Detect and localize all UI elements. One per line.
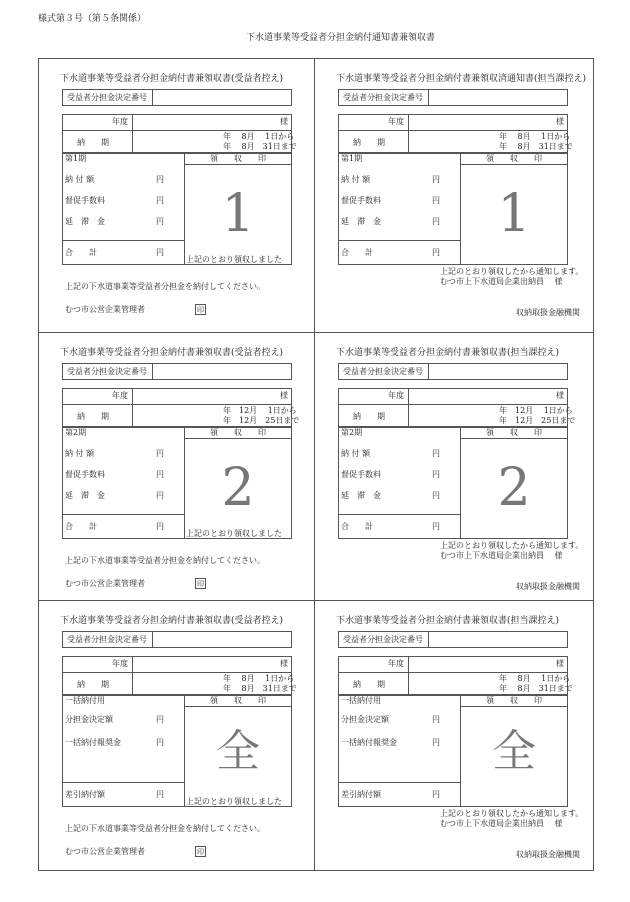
- right-s1-period-from: 年 8月 1日から: [499, 132, 571, 141]
- left-s1-late-fee-label: 延 滞 金: [65, 217, 105, 226]
- right-s1-addressee-sama: 様: [556, 117, 564, 126]
- right-s3-reward-yen: 円: [432, 738, 440, 747]
- right-s2-receipt-stamp-label: 領 収 印: [486, 428, 542, 437]
- left-s1-decision-number-label: 受益者分担金決定番号: [67, 93, 147, 102]
- right-s3-addressee-sama: 様: [556, 659, 564, 668]
- left-s2-seal-box: 印: [197, 580, 204, 588]
- left-s3-year-label-divider: [132, 656, 133, 695]
- right-s2-year-label-divider: [408, 388, 409, 427]
- document-title: 下水道事業等受益者分担金納付通知書兼領収書: [246, 33, 436, 43]
- right-s2-decision-number-label: 受益者分担金決定番号: [343, 367, 423, 376]
- right-s3-installment-label: 一括納付用: [341, 696, 381, 705]
- right-s2-addressee-sama: 様: [556, 391, 564, 400]
- left-s3-receipt-header-line: [184, 706, 292, 707]
- left-s3-net-row-line: [62, 782, 184, 783]
- left-s2-addressee-sama: 様: [280, 391, 288, 400]
- right-s1-decision-number-label: 受益者分担金決定番号: [343, 93, 423, 102]
- right-s2-period-from: 年 12月 1日から: [499, 406, 573, 415]
- left-s2-period-label: 納 期: [77, 412, 109, 421]
- right-s1-notice-received-text: 上記のとおり領収したから通知します。: [440, 267, 584, 276]
- right-s2-year-row-divider: [338, 404, 568, 405]
- left-s2-receipt-header-line: [184, 438, 292, 439]
- left-s3-seal-box: 印: [197, 848, 204, 856]
- left-s1-receipt-stamp-label: 領 収 印: [210, 154, 266, 163]
- left-s1-manager-label: むつ市公営企業管理者: [65, 305, 145, 314]
- left-s1-addressee-sama: 様: [280, 117, 288, 126]
- right-s1-period-to: 年 8月 31日まで: [499, 142, 573, 151]
- right-s3-decided-amount-yen: 円: [432, 715, 440, 724]
- left-s1-late-fee-yen: 円: [156, 217, 164, 226]
- left-s2-decision-number-label: 受益者分担金決定番号: [67, 367, 147, 376]
- right-s3-title: 下水道事業等受益者分担金納付書兼領収書(担当課控え): [336, 616, 560, 626]
- left-s3-decided-amount-yen: 円: [156, 715, 164, 724]
- right-s3-receipt-header-line: [460, 706, 568, 707]
- right-s3-reward-label: 一括納付報奨金: [341, 738, 397, 747]
- right-s2-reminder-fee-label: 督促手数料: [341, 470, 381, 479]
- right-s2-total-yen: 円: [432, 522, 440, 531]
- form-label: 様式第３号（第５条関係）: [38, 14, 147, 24]
- right-s2-cashier-text: むつ市上下水道局企業出納員 様: [440, 551, 563, 560]
- left-s3-receipt-stamp-label: 領 収 印: [210, 696, 266, 705]
- right-s1-late-fee-yen: 円: [432, 217, 440, 226]
- left-s1-total-row-line: [62, 240, 184, 241]
- right-s3-decision-number-label: 受益者分担金決定番号: [343, 635, 423, 644]
- right-s2-year-label: 年度: [388, 391, 404, 400]
- left-s2-installment-number-mark: 2: [221, 458, 255, 518]
- left-s2-payment-amount-label: 納 付 額: [65, 449, 95, 458]
- right-s3-bank-label: 収納取扱金融機関: [516, 850, 580, 859]
- left-s2-title: 下水道事業等受益者分担金納付書兼領収書(受益者控え): [60, 348, 284, 358]
- right-s1-bank-label: 収納取扱金融機関: [516, 308, 580, 317]
- right-s1-year-row-divider: [338, 130, 568, 131]
- right-s2-total-row-line: [338, 514, 460, 515]
- left-s1-title: 下水道事業等受益者分担金納付書兼領収書(受益者控え): [60, 74, 284, 84]
- left-s3-period-from: 年 8月 1日から: [223, 674, 295, 683]
- right-s1-year-label-divider: [408, 114, 409, 153]
- right-s1-receipt-header-line: [460, 164, 568, 165]
- left-s3-net-label: 差引納付額: [65, 790, 105, 799]
- left-s1-installment-number-mark: 1: [221, 184, 255, 244]
- right-s1-period-label: 納 期: [353, 138, 385, 147]
- right-s3-year-row-divider: [338, 672, 568, 673]
- left-s1-total-yen: 円: [156, 248, 164, 257]
- left-s3-received-text: 上記のとおり領収しました: [186, 797, 282, 806]
- right-s3-period-label: 納 期: [353, 680, 385, 689]
- right-s1-decision-number-divider: [428, 89, 429, 106]
- left-s1-payment-amount-label: 納 付 額: [65, 175, 95, 184]
- left-s2-year-label-divider: [132, 388, 133, 427]
- right-s2-period-label: 納 期: [353, 412, 385, 421]
- left-s3-decision-number-label: 受益者分担金決定番号: [67, 635, 147, 644]
- right-s3-period-from: 年 8月 1日から: [499, 674, 571, 683]
- right-s1-receipt-stamp-label: 領 収 印: [486, 154, 542, 163]
- right-s2-installment-number-mark: 2: [497, 458, 531, 518]
- right-s1-installment-number-mark: 1: [497, 184, 531, 244]
- left-s1-year-label: 年度: [112, 117, 128, 126]
- right-s3-net-row-line: [338, 782, 460, 783]
- right-s1-late-fee-label: 延 滞 金: [341, 217, 381, 226]
- right-s3-decision-number-divider: [428, 631, 429, 648]
- left-s1-reminder-fee-label: 督促手数料: [65, 196, 105, 205]
- left-s1-payment-request-text: 上記の下水道事業等受益者分担金を納付してください。: [65, 282, 265, 291]
- left-s1-receipt-header-line: [184, 164, 292, 165]
- section-divider-2: [38, 600, 594, 601]
- right-s3-notice-received-text: 上記のとおり領収したから通知します。: [440, 809, 584, 818]
- left-s3-year-label: 年度: [112, 659, 128, 668]
- right-s2-late-fee-yen: 円: [432, 491, 440, 500]
- left-s2-receipt-stamp-label: 領 収 印: [210, 428, 266, 437]
- right-s1-total-row-line: [338, 240, 460, 241]
- left-s2-total-row-line: [62, 514, 184, 515]
- left-s3-installment-label: 一括納付用: [65, 696, 105, 705]
- section-divider-1: [38, 332, 594, 333]
- right-s2-payment-amount-yen: 円: [432, 449, 440, 458]
- left-s2-year-label: 年度: [112, 391, 128, 400]
- left-s2-installment-label: 第2期: [65, 428, 87, 437]
- left-s3-manager-label: むつ市公営企業管理者: [65, 847, 145, 856]
- left-s3-payment-request-text: 上記の下水道事業等受益者分担金を納付してください。: [65, 824, 265, 833]
- left-s3-reward-label: 一括納付報奨金: [65, 738, 121, 747]
- left-s3-period-label: 納 期: [77, 680, 109, 689]
- left-s3-net-yen: 円: [156, 790, 164, 799]
- left-s1-period-from: 年 8月 1日から: [223, 132, 295, 141]
- left-s1-reminder-fee-yen: 円: [156, 196, 164, 205]
- right-s3-net-yen: 円: [432, 790, 440, 799]
- right-s2-title: 下水道事業等受益者分担金納付書兼領収書(担当課控え): [336, 348, 560, 358]
- right-s3-decided-amount-label: 分担金決定額: [341, 715, 389, 724]
- left-s1-year-label-divider: [132, 114, 133, 153]
- left-s1-payment-amount-yen: 円: [156, 175, 164, 184]
- left-s3-decided-amount-label: 分担金決定額: [65, 715, 113, 724]
- left-s2-decision-number-divider: [152, 363, 153, 380]
- left-s1-seal-box: 印: [197, 306, 204, 314]
- right-s1-year-label: 年度: [388, 117, 404, 126]
- right-s1-total-label: 合 計: [341, 248, 373, 257]
- right-s2-receipt-header-line: [460, 438, 568, 439]
- left-s2-period-to: 年 12月 25日まで: [223, 416, 300, 425]
- right-s2-decision-number-divider: [428, 363, 429, 380]
- left-s1-decision-number-divider: [152, 89, 153, 106]
- left-s1-total-label: 合 計: [65, 248, 97, 257]
- right-s3-net-label: 差引納付額: [341, 790, 381, 799]
- right-s2-bank-label: 収納取扱金融機関: [516, 582, 580, 591]
- left-s2-total-yen: 円: [156, 522, 164, 531]
- left-s2-payment-request-text: 上記の下水道事業等受益者分担金を納付してください。: [65, 556, 265, 565]
- right-s1-installment-label: 第1期: [341, 154, 363, 163]
- left-s2-late-fee-yen: 円: [156, 491, 164, 500]
- left-s3-period-to: 年 8月 31日まで: [223, 684, 297, 693]
- right-s1-title: 下水道事業等受益者分担金納付書兼領収済通知書(担当課控え): [336, 74, 587, 84]
- right-s2-payment-amount-label: 納 付 額: [341, 449, 371, 458]
- left-s2-received-text: 上記のとおり領収しました: [186, 529, 282, 538]
- right-s2-installment-label: 第2期: [341, 428, 363, 437]
- right-s1-reminder-fee-yen: 円: [432, 196, 440, 205]
- right-s1-payment-amount-yen: 円: [432, 175, 440, 184]
- right-s3-period-to: 年 8月 31日まで: [499, 684, 573, 693]
- left-s3-addressee-sama: 様: [280, 659, 288, 668]
- left-s2-reminder-fee-label: 督促手数料: [65, 470, 105, 479]
- right-s2-reminder-fee-yen: 円: [432, 470, 440, 479]
- right-s3-year-label-divider: [408, 656, 409, 695]
- left-s3-title: 下水道事業等受益者分担金納付書兼領収書(受益者控え): [60, 616, 284, 626]
- left-s2-late-fee-label: 延 滞 金: [65, 491, 105, 500]
- right-s1-total-yen: 円: [432, 248, 440, 257]
- left-s1-installment-label: 第1期: [65, 154, 87, 163]
- left-s1-year-row-divider: [62, 130, 292, 131]
- right-s3-installment-number-mark: 全: [492, 726, 536, 777]
- left-s2-year-row-divider: [62, 404, 292, 405]
- left-s2-manager-label: むつ市公営企業管理者: [65, 579, 145, 588]
- right-s1-reminder-fee-label: 督促手数料: [341, 196, 381, 205]
- right-s2-total-label: 合 計: [341, 522, 373, 531]
- left-s2-total-label: 合 計: [65, 522, 97, 531]
- left-s1-period-to: 年 8月 31日まで: [223, 142, 297, 151]
- column-divider: [314, 58, 315, 871]
- right-s3-year-label: 年度: [388, 659, 404, 668]
- right-s1-cashier-text: むつ市上下水道局企業出納員 様: [440, 277, 563, 286]
- right-s2-period-to: 年 12月 25日まで: [499, 416, 576, 425]
- right-s1-payment-amount-label: 納 付 額: [341, 175, 371, 184]
- left-s2-payment-amount-yen: 円: [156, 449, 164, 458]
- left-s3-year-row-divider: [62, 672, 292, 673]
- left-s2-period-from: 年 12月 1日から: [223, 406, 297, 415]
- left-s1-period-label: 納 期: [77, 138, 109, 147]
- left-s2-reminder-fee-yen: 円: [156, 470, 164, 479]
- left-s1-received-text: 上記のとおり領収しました: [186, 255, 282, 264]
- right-s3-receipt-stamp-label: 領 収 印: [486, 696, 542, 705]
- left-s3-installment-number-mark: 全: [216, 726, 260, 777]
- right-s3-cashier-text: むつ市上下水道局企業出納員 様: [440, 819, 563, 828]
- left-s3-decision-number-divider: [152, 631, 153, 648]
- right-s2-late-fee-label: 延 滞 金: [341, 491, 381, 500]
- right-s2-notice-received-text: 上記のとおり領収したから通知します。: [440, 541, 584, 550]
- left-s3-reward-yen: 円: [156, 738, 164, 747]
